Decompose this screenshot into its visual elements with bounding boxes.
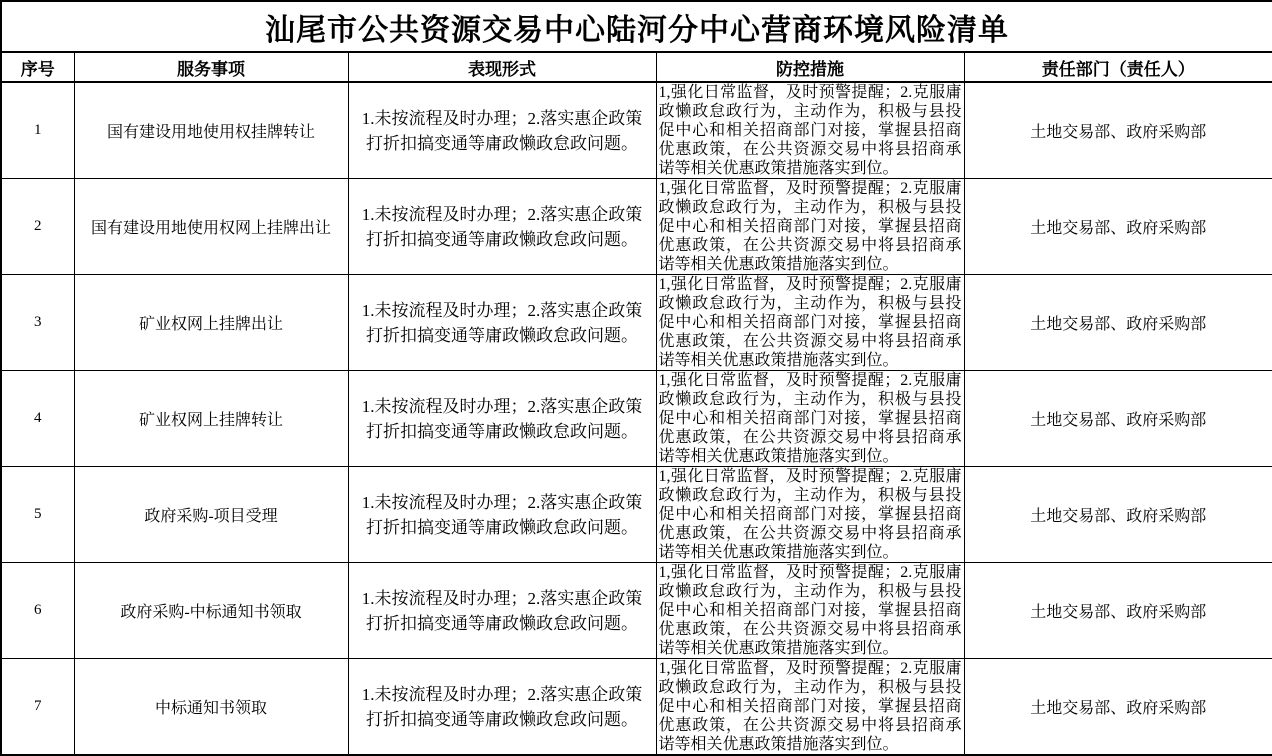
column-header: 服务事项 xyxy=(74,52,348,82)
control-measures-cell: 1,强化日常监督，及时预警提醒；2.克服庸政懒政怠政行为，主动作为，积极与县投促中心和相关招商部门对接，掌握县招商优惠政策，在公共资源交易中将县招商承诺等相关优惠政策措施落实到位。 xyxy=(656,659,964,756)
table-row xyxy=(1,563,1272,659)
row-number: 6 xyxy=(1,563,74,659)
table-row xyxy=(1,275,1272,371)
responsible-department-cell: 土地交易部、政府采购部 xyxy=(964,659,1272,756)
manifestation-cell: 1.未按流程及时办理；2.落实惠企政策打折扣搞变通等庸政懒政怠政问题。 xyxy=(348,659,656,756)
control-measures-cell: 1,强化日常监督，及时预警提醒；2.克服庸政懒政怠政行为，主动作为，积极与县投促中心和相关招商部门对接，掌握县招商优惠政策，在公共资源交易中将县招商承诺等相关优惠政策措施落实到位。 xyxy=(656,179,964,275)
table-row xyxy=(1,179,1272,275)
control-measures-cell: 1,强化日常监督，及时预警提醒；2.克服庸政懒政怠政行为，主动作为，积极与县投促中心和相关招商部门对接，掌握县招商优惠政策，在公共资源交易中将县招商承诺等相关优惠政策措施落实到位。 xyxy=(656,82,964,179)
responsible-department-cell: 土地交易部、政府采购部 xyxy=(964,563,1272,659)
row-number: 5 xyxy=(1,467,74,563)
service-item-cell: 中标通知书领取 xyxy=(74,659,348,756)
control-measures-cell: 1,强化日常监督，及时预警提醒；2.克服庸政懒政怠政行为，主动作为，积极与县投促中心和相关招商部门对接，掌握县招商优惠政策，在公共资源交易中将县招商承诺等相关优惠政策措施落实到位。 xyxy=(656,563,964,659)
manifestation-cell: 1.未按流程及时办理；2.落实惠企政策打折扣搞变通等庸政懒政怠政问题。 xyxy=(348,371,656,467)
row-number: 2 xyxy=(1,179,74,275)
control-measures-cell: 1,强化日常监督，及时预警提醒；2.克服庸政懒政怠政行为，主动作为，积极与县投促中心和相关招商部门对接，掌握县招商优惠政策，在公共资源交易中将县招商承诺等相关优惠政策措施落实到位。 xyxy=(656,275,964,371)
manifestation-cell: 1.未按流程及时办理；2.落实惠企政策打折扣搞变通等庸政懒政怠政问题。 xyxy=(348,563,656,659)
responsible-department-cell: 土地交易部、政府采购部 xyxy=(964,179,1272,275)
column-header: 表现形式 xyxy=(348,52,656,82)
service-item-cell: 国有建设用地使用权网上挂牌出让 xyxy=(74,179,348,275)
table-row xyxy=(1,467,1272,563)
title-row xyxy=(1,1,1272,52)
row-number: 3 xyxy=(1,275,74,371)
row-number: 7 xyxy=(1,659,74,756)
service-item-cell: 矿业权网上挂牌出让 xyxy=(74,275,348,371)
column-header: 防控措施 xyxy=(656,52,964,82)
column-header: 序号 xyxy=(1,52,74,82)
page-title: 汕尾市公共资源交易中心陆河分中心营商环境风险清单 xyxy=(1,1,1272,52)
manifestation-cell: 1.未按流程及时办理；2.落实惠企政策打折扣搞变通等庸政懒政怠政问题。 xyxy=(348,82,656,179)
responsible-department-cell: 土地交易部、政府采购部 xyxy=(964,82,1272,179)
responsible-department-cell: 土地交易部、政府采购部 xyxy=(964,467,1272,563)
service-item-cell: 政府采购-中标通知书领取 xyxy=(74,563,348,659)
table-row xyxy=(1,82,1272,179)
table-row xyxy=(1,659,1272,756)
control-measures-cell: 1,强化日常监督，及时预警提醒；2.克服庸政懒政怠政行为，主动作为，积极与县投促中心和相关招商部门对接，掌握县招商优惠政策，在公共资源交易中将县招商承诺等相关优惠政策措施落实到位。 xyxy=(656,467,964,563)
table-header-row xyxy=(1,52,1272,82)
manifestation-cell: 1.未按流程及时办理；2.落实惠企政策打折扣搞变通等庸政懒政怠政问题。 xyxy=(348,179,656,275)
table-row xyxy=(1,371,1272,467)
manifestation-cell: 1.未按流程及时办理；2.落实惠企政策打折扣搞变通等庸政懒政怠政问题。 xyxy=(348,467,656,563)
manifestation-cell: 1.未按流程及时办理；2.落实惠企政策打折扣搞变通等庸政懒政怠政问题。 xyxy=(348,275,656,371)
row-number: 1 xyxy=(1,82,74,179)
responsible-department-cell: 土地交易部、政府采购部 xyxy=(964,275,1272,371)
responsible-department-cell: 土地交易部、政府采购部 xyxy=(964,371,1272,467)
control-measures-cell: 1,强化日常监督，及时预警提醒；2.克服庸政懒政怠政行为，主动作为，积极与县投促中心和相关招商部门对接，掌握县招商优惠政策，在公共资源交易中将县招商承诺等相关优惠政策措施落实到位。 xyxy=(656,371,964,467)
service-item-cell: 矿业权网上挂牌转让 xyxy=(74,371,348,467)
column-header: 责任部门（责任人） xyxy=(964,52,1272,82)
service-item-cell: 政府采购-项目受理 xyxy=(74,467,348,563)
row-number: 4 xyxy=(1,371,74,467)
service-item-cell: 国有建设用地使用权挂牌转让 xyxy=(74,82,348,179)
